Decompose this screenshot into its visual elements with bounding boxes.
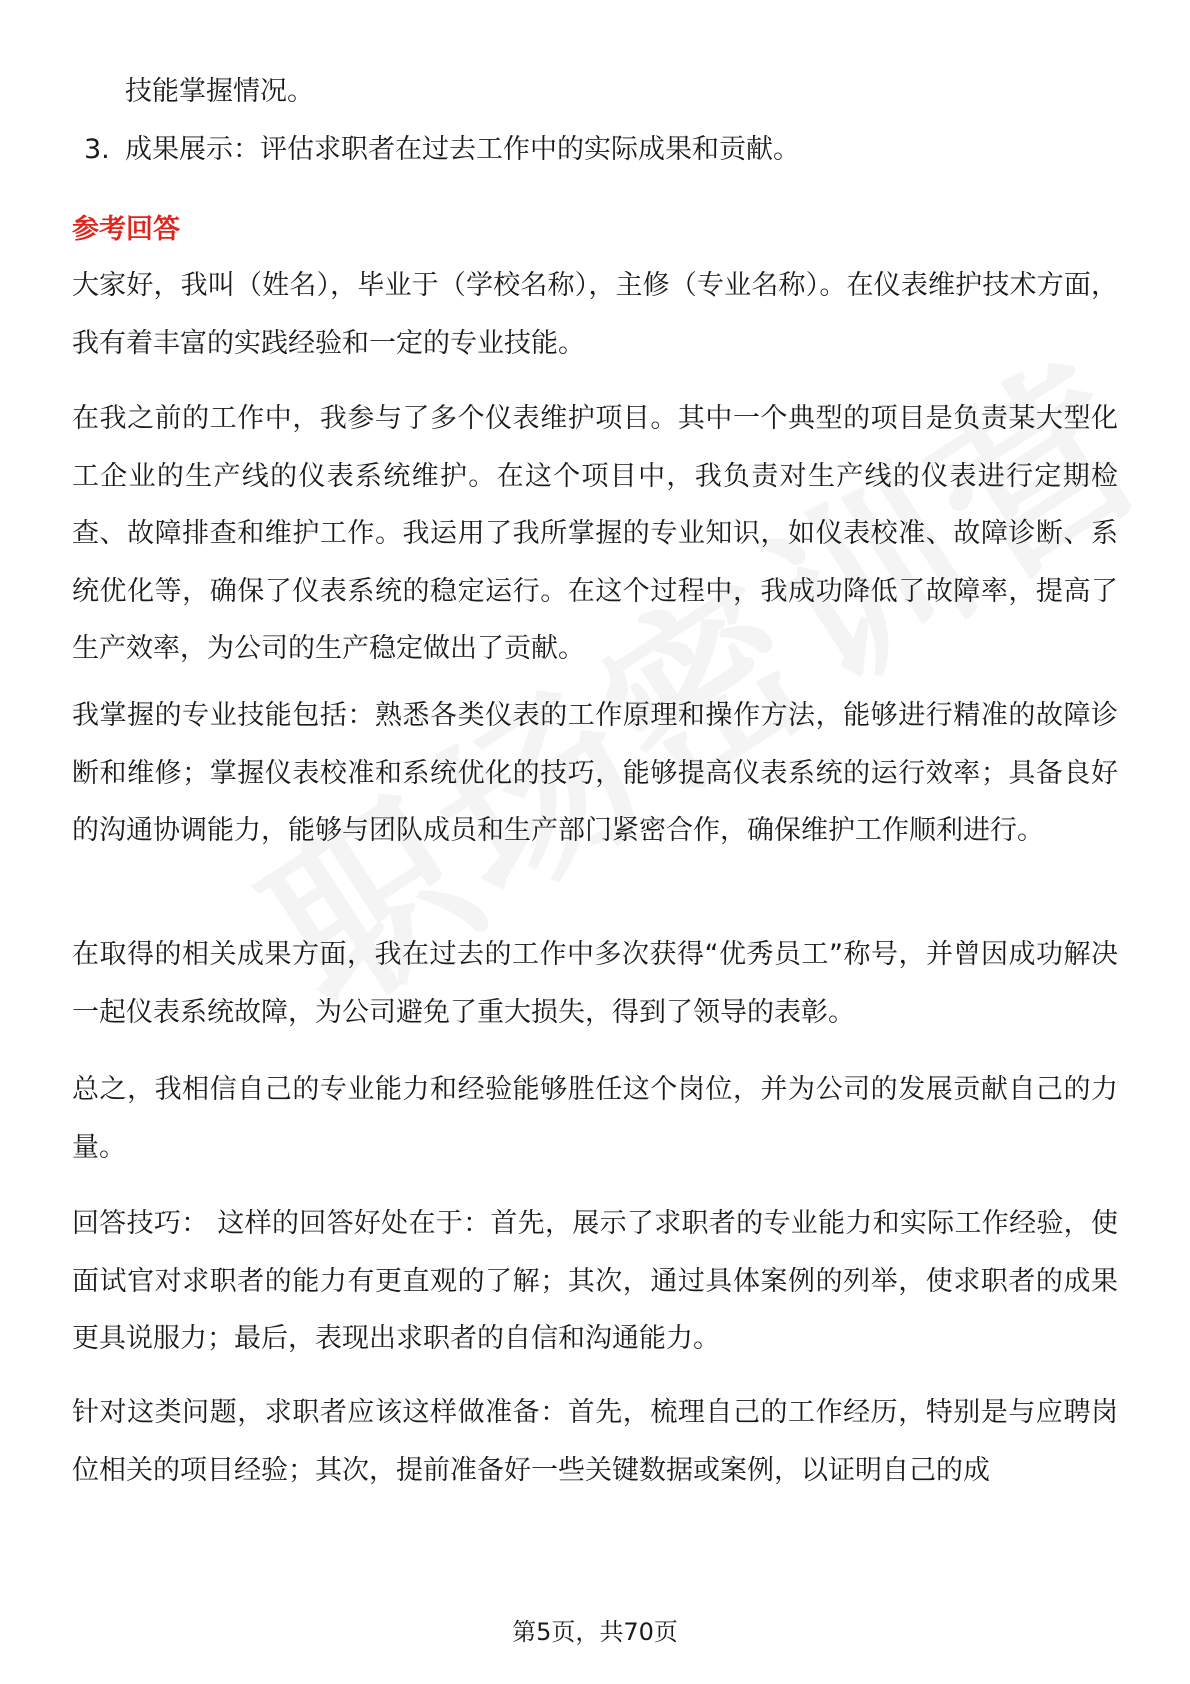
list-item-continuation: 技能掌握情况。 xyxy=(125,76,314,107)
paragraph-skills: 我掌握的专业技能包括：熟悉各类仪表的工作原理和操作方法，能够进行精准的故障诊断和维修；掌握仪表校准和系统优化的技巧，能够提高仪表系统的运行效率；具备良好的沟通协调能力，能够与团队成员和生产部门紧密合作，确保维护工作顺利进行。 xyxy=(72,700,1118,846)
list-item-text: 成果展示：评估求职者在过去工作中的实际成果和贡献。 xyxy=(125,134,800,165)
section-heading: 参考回答 xyxy=(72,214,180,245)
paragraph-answer-tips: 回答技巧： 这样的回答好处在于：首先，展示了求职者的专业能力和实际工作经验，使面试官对求职者的能力有更直观的了解；其次，通过具体案例的列举，使求职者的成果更具说服力；最后，表现出求职者的自信和沟通能力。 xyxy=(72,1208,1118,1354)
paragraph-intro: 大家好，我叫（姓名），毕业于（学校名称），主修（专业名称）。在仪表维护技术方面，我有着丰富的实践经验和一定的专业技能。 xyxy=(72,270,1118,359)
paragraph-conclusion: 总之，我相信自己的专业能力和经验能够胜任这个岗位，并为公司的发展贡献自己的力量。 xyxy=(72,1074,1118,1163)
paragraph-preparation: 针对这类问题，求职者应该这样做准备：首先，梳理自己的工作经历，特别是与应聘岗位相关的项目经验；其次，提前准备好一些关键数据或案例，以证明自己的成 xyxy=(72,1397,1118,1486)
paragraph-achievements: 在取得的相关成果方面，我在过去的工作中多次获得“优秀员工”称号，并曾因成功解决一起仪表系统故障，为公司避免了重大损失，得到了领导的表彰。 xyxy=(72,939,1118,1028)
list-item-number: 3. xyxy=(84,134,110,165)
paragraph-project-experience: 在我之前的工作中，我参与了多个仪表维护项目。其中一个典型的项目是负责某大型化工企业的生产线的仪表系统维护。在这个项目中，我负责对生产线的仪表进行定期检查、故障排查和维护工作。我运用了我所掌握的专业知识，如仪表校准、故障诊断、系统优化等，确保了仪表系统的稳定运行。在这个过程中，我成功降低了故障率，提高了生产效率，为公司的生产稳定做出了贡献。 xyxy=(72,403,1118,664)
page-number-footer: 第5页，共70页 xyxy=(512,1618,678,1646)
list-item-3 xyxy=(84,130,800,170)
